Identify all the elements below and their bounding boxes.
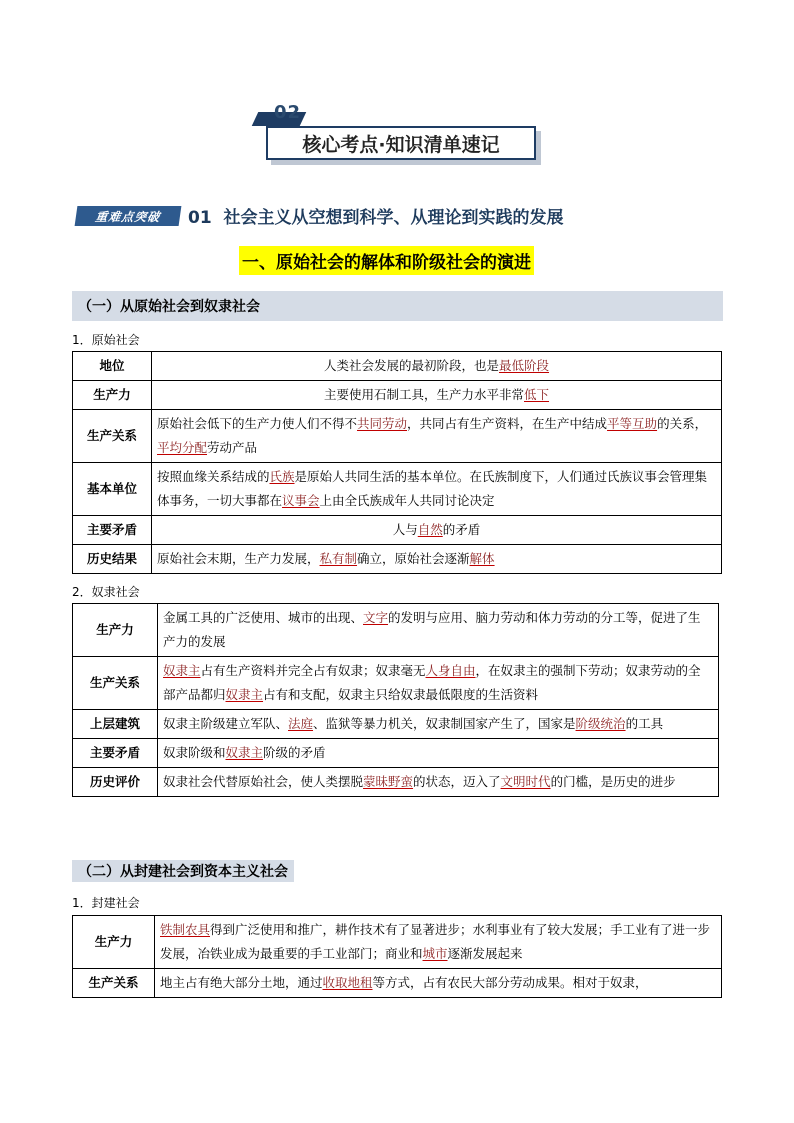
subheading-primitive: 1．原始社会 (72, 333, 140, 347)
row-key: 基本单位 (73, 463, 152, 516)
table-row (73, 545, 722, 574)
subheading-slave: 2．奴隶社会 (72, 585, 140, 599)
table-primitive-society (72, 351, 722, 574)
badge-number: 02 (274, 102, 302, 123)
badge-title: 核心考点·知识清单速记 (266, 126, 536, 160)
heading-1: 一、原始社会的解体和阶级社会的演进 (239, 246, 534, 275)
row-value: 主要使用石制工具，生产力水平非常低下 (152, 381, 722, 410)
table-row (73, 768, 719, 797)
band-2-text: （二）从封建社会到资本主义社会 (78, 864, 288, 880)
row-value: 奴隶社会代替原始社会，使人类摆脱蒙昧野蛮的状态，迈入了文明时代的门槛，是历史的进步 (158, 768, 719, 797)
subsection-band-2 (72, 860, 294, 882)
row-key: 生产关系 (73, 657, 158, 710)
row-value: 铁制农具得到广泛使用和推广，耕作技术有了显著进步；水利事业有了较大发展；手工业有了进一步发展，冶铁业成为最重要的手工业部门；商业和城市逐渐发展起来 (155, 916, 722, 969)
table-row (73, 739, 719, 768)
row-value: 奴隶主占有生产资料并完全占有奴隶；奴隶毫无人身自由，在奴隶主的强制下劳动；奴隶劳动的全部产品都归奴隶主占有和支配，奴隶主只给奴隶最低限度的生活资料 (158, 657, 719, 710)
row-value: 原始社会末期，生产力发展，私有制确立，原始社会逐渐解体 (152, 545, 722, 574)
subheading-feudal: 1．封建社会 (72, 896, 140, 910)
table-row (73, 916, 722, 969)
row-key: 主要矛盾 (73, 739, 158, 768)
section-tag: 重难点突破 (75, 206, 182, 226)
table-row (73, 604, 719, 657)
table-row (73, 410, 722, 463)
row-key: 主要矛盾 (73, 516, 152, 545)
row-key: 历史评价 (73, 768, 158, 797)
row-key: 生产关系 (73, 969, 155, 998)
section-title (188, 203, 564, 228)
table-row (73, 710, 719, 739)
table-row (73, 463, 722, 516)
row-key: 生产力 (73, 604, 158, 657)
row-value: 奴隶阶级和奴隶主阶级的矛盾 (158, 739, 719, 768)
row-value: 人与自然的矛盾 (152, 516, 722, 545)
table-feudal-society (72, 915, 722, 998)
table-row (73, 969, 722, 998)
row-key: 生产力 (73, 381, 152, 410)
row-value: 地主占有绝大部分土地，通过收取地租等方式，占有农民大部分劳动成果。相对于奴隶， (155, 969, 722, 998)
section-title-text: 社会主义从空想到科学、从理论到实践的发展 (223, 208, 564, 228)
row-value: 人类社会发展的最初阶段，也是最低阶段 (152, 352, 722, 381)
row-value: 按照血缘关系结成的氏族是原始人共同生活的基本单位。在氏族制度下，人们通过氏族议事会管理集体事务，一切大事都在议事会上由全氏族成年人共同讨论决定 (152, 463, 722, 516)
table-row (73, 516, 722, 545)
row-key: 历史结果 (73, 545, 152, 574)
row-key: 地位 (73, 352, 152, 381)
row-key: 生产关系 (73, 410, 152, 463)
table-row (73, 381, 722, 410)
section-number: 01 (188, 208, 212, 228)
table-row (73, 352, 722, 381)
row-value: 金属工具的广泛使用、城市的出现、文字的发明与应用、脑力劳动和体力劳动的分工等，促进了生产力的发展 (158, 604, 719, 657)
band-1-text: （一）从原始社会到奴隶社会 (78, 299, 260, 315)
row-value: 奴隶主阶级建立军队、法庭、监狱等暴力机关，奴隶制国家产生了，国家是阶级统治的工具 (158, 710, 719, 739)
table-row (73, 657, 719, 710)
row-key: 生产力 (73, 916, 155, 969)
row-key: 上层建筑 (73, 710, 158, 739)
subsection-band-1 (72, 291, 723, 321)
row-value: 原始社会低下的生产力使人们不得不共同劳动，共同占有生产资料，在生产中结成平等互助的关系，平均分配劳动产品 (152, 410, 722, 463)
table-slave-society (72, 603, 719, 797)
